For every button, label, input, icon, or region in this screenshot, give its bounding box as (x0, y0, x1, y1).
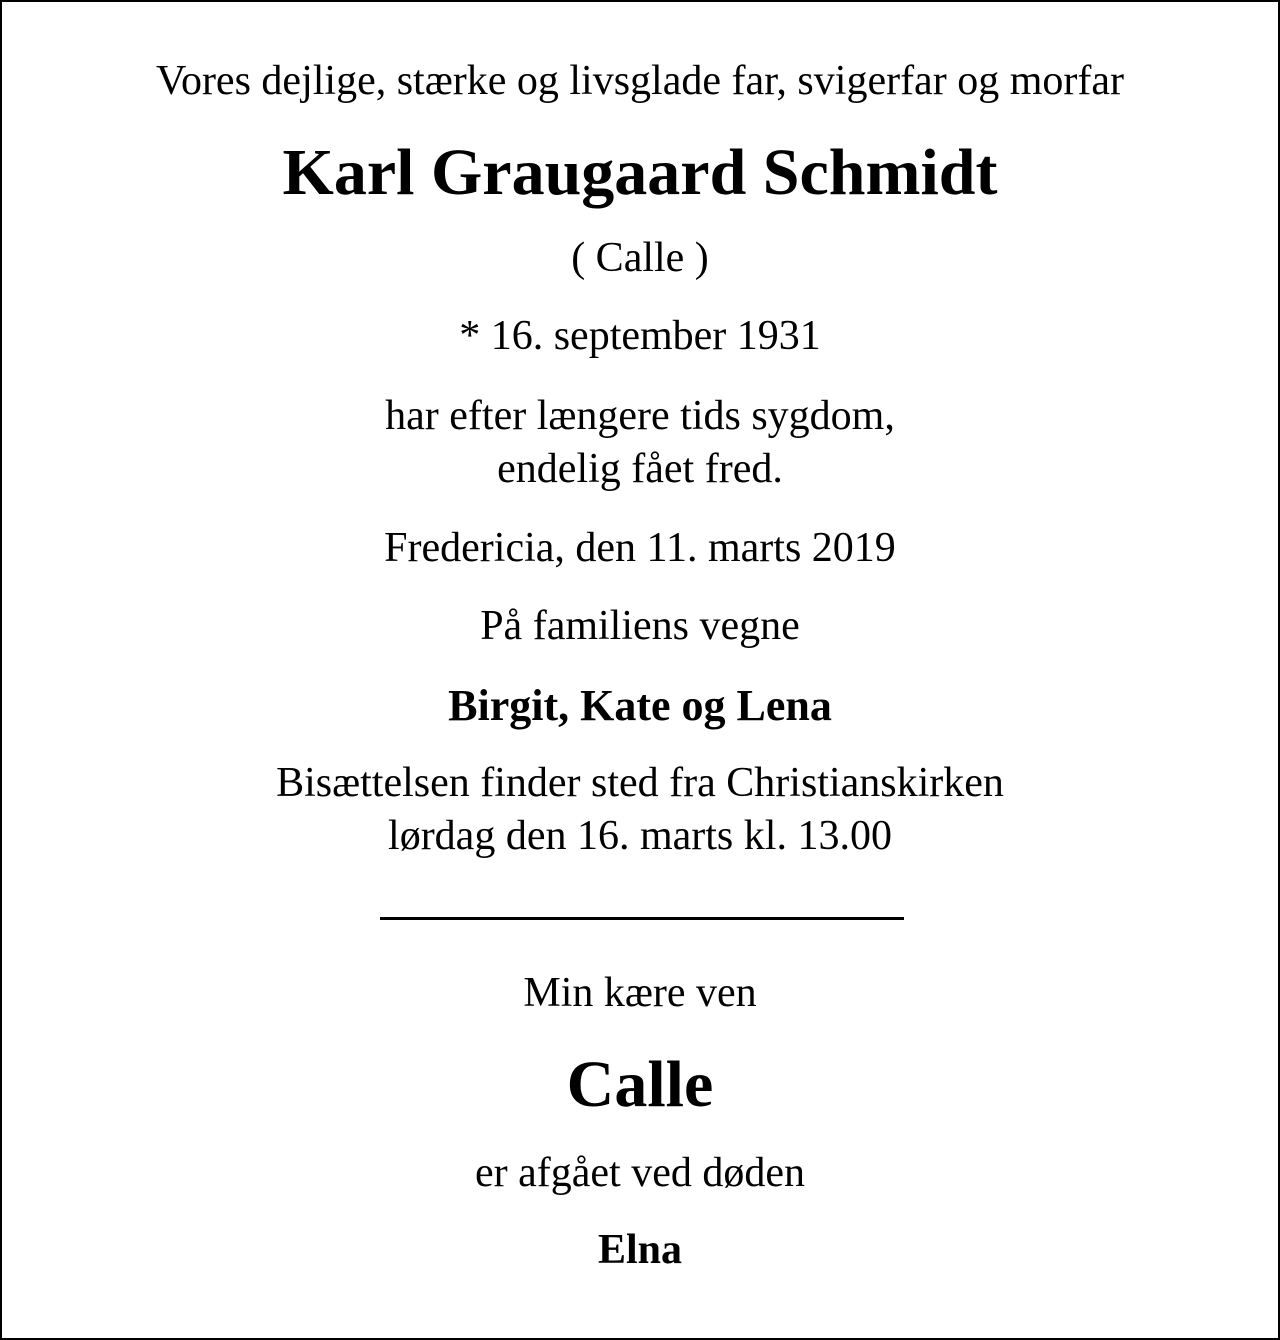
intro-text: Vores dejlige, stærke og livsglade far, svigerfar og morfar (156, 58, 1124, 104)
second-intro-text: Min kære ven (523, 970, 757, 1016)
message-line-2: endelig fået fred. (497, 446, 783, 492)
second-message: er afgået ved døden (475, 1150, 805, 1196)
place-date: Fredericia, den 11. marts 2019 (384, 525, 896, 571)
second-signature: Elna (597, 1227, 683, 1273)
deceased-name: Karl Graugaard Schmidt (282, 136, 998, 209)
divider-line (380, 917, 904, 920)
second-deceased-name: Calle (566, 1048, 714, 1121)
nickname: ( Calle ) (571, 235, 709, 281)
on-behalf-text: På familiens vegne (480, 603, 800, 649)
funeral-line-1: Bisættelsen finder sted fra Christianskirken (276, 760, 1004, 806)
funeral-line-2: lørdag den 16. marts kl. 13.00 (388, 813, 892, 859)
birth-date: * 16. september 1931 (459, 313, 821, 359)
message-line-1: har efter længere tids sygdom, (385, 393, 895, 439)
family-names: Birgit, Kate og Lena (448, 681, 832, 730)
